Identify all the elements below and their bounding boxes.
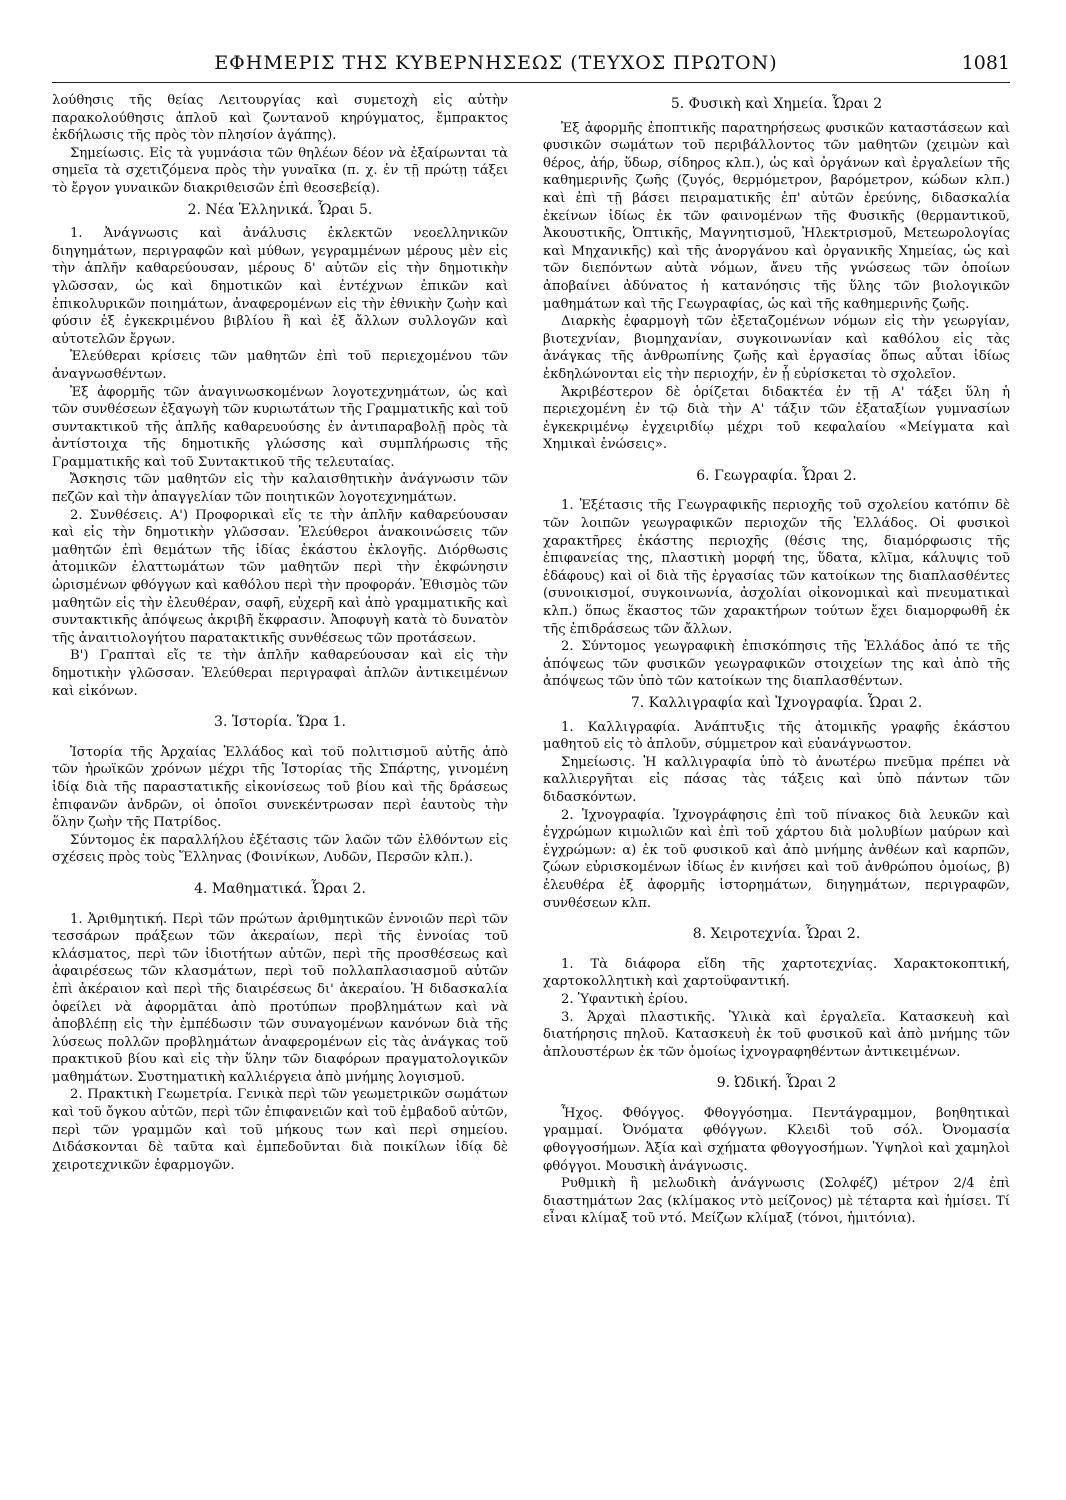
paragraph: 2. Ὑφαντικὴ ἐρίου.: [561, 991, 689, 1007]
paragraph: 2. Σύντομος γεωγραφικὴ ἐπισκόπησις τῆς Ἑλλάδος ἀπό τε τῆς ἀπόψεως τῶν φυσικῶν γεωγραφικῶν στοιχείων της καὶ ἀπὸ τῆς ἀπόψεως τῶν ὑπὸ τῶν κατοίκων της διαπλασθέντων.: [543, 639, 1010, 690]
paragraph: 1. Καλλιγραφία. Ἀνάπτυξις τῆς ἀτομικῆς γραφῆς ἑκάστου μαθητοῦ εἰς τὸ ἁπλοῦν, σύμμετρον καὶ εὐανάγνωστον.: [543, 719, 1010, 753]
page-header: [52, 48, 1010, 83]
gazette-title: ΕΦΗΜΕΡΙΣ ΤΗΣ ΚΥΒΕΡΝΗΣΕΩΣ (ΤΕΥΧΟΣ ΠΡΩΤΟΝ): [214, 52, 778, 74]
paragraph: Σημείωσις. Ἡ καλλιγραφία ὑπὸ τὸ ἀνωτέρω πνεῦμα πρέπει νὰ καλλιεργῆται εἰς πάσας τὰς τάξεις καὶ ὑπὸ πάντων τῶν διδασκόντων.: [543, 754, 1010, 805]
paragraph: Διαρκὴς ἐφαρμογὴ τῶν ἐξεταζομένων νόμων εἰς τὴν γεωργίαν, βιοτεχνίαν, βιομηχανίαν, συγκοινωνίαν καὶ καθόλου εἰς τὰς ἀνάγκας τῆς ἀνθρωπίνης ζωῆς καὶ ἐργασίας ὅπως αὗται ἰδίως ἐκδηλώνονται εἰς τὴν περιοχήν, ἐν ᾗ εὑρίσκεται τὸ σχολεῖον.: [543, 314, 1010, 382]
paragraph: 2. Συνθέσεις. Α') Προφορικαὶ εἴς τε τὴν ἁπλῆν καθαρεύουσαν καὶ εἰς τὴν δημοτικὴν γλῶσσαν. Ἐλεύθεροι ἀνακοινώσεις τῶν μαθητῶν ἐπὶ θεμάτων τῆς ἰδίας ἑκάστου ἐκλογῆς. Διόρθωσις ἀτομικῶν ἐλαττωμάτων τῶν μαθητῶν περὶ τὴν ἐκφώνησιν ὡρισμένων φθόγγων καὶ καθόλου περὶ τὴν προφοράν. Ἐθισμὸς τῶν μαθητῶν εἰς τὴν ἐλευθέραν, σαφῆ, εὐχερῆ καὶ ἀπὸ γραμματικῆς καὶ συντακτικῆς ἀπόψεως ἀκριβῆ ἔκφρασιν. Ἀποφυγὴ κατὰ τὸ δυνατὸν τῆς ἀναιτιολογήτου παρατακτικῆς συνθέσεως τῶν προτάσεων.: [52, 507, 508, 646]
paragraph: 1. Ἀριθμητική. Περὶ τῶν πρώτων ἀριθμητικῶν ἐννοιῶν περὶ τῶν τεσσάρων πράξεων τῶν ἀκεραίων, περὶ τῆς ἐννοίας τοῦ κλάσματος, περὶ τῶν ἰδιοτήτων αὐτῶν, περὶ τῆς προσθέσεως καὶ ἀφαιρέσεως τῶν κλασμάτων, περὶ τοῦ πολλαπλασιασμοῦ αὐτῶν ἐπὶ ἀκέραιον καὶ περὶ τῆς διαιρέσεως δι' ἀκεραίου. Ἡ διδασκαλία ὀφείλει νὰ ἀφορμᾶται ἀπὸ προτύπων προβλημάτων καὶ νὰ ἀποβλέπῃ εἰς τὴν ἐμπέδωσιν τῶν συναγομένων κανόνων διὰ τῆς λύσεως πολλῶν προβλημάτων ἀναφερομένων εἰς τὰς ἀνάγκας τοῦ πρακτικοῦ βίου καὶ εἰς τὴν ὕλην τῶν διαφόρων πραγματολογικῶν μαθημάτων. Συστηματικὴ καλλιέργεια ἀπὸ μνήμης λογισμοῦ.: [52, 911, 508, 1085]
paragraph: Ἦχος. Φθόγγος. Φθογγόσημα. Πεντάγραμμον, βοηθητικαὶ γραμμαί. Ὀνόματα φθόγγων. Κλειδὶ τοῦ σόλ. Ὀνομασία φθογγοσήμων. Ἀξία καὶ σχήματα φθογγοσήμων. Ὑψηλοὶ καὶ χαμηλοὶ φθόγγοι. Μουσικὴ ἀνάγνωσις.: [543, 1105, 1010, 1174]
paragraph: Σημείωσις. Εἰς τὰ γυμνάσια τῶν θηλέων δέον νὰ ἐξαίρωνται τὰ σημεῖα τὰ σχετιζόμενα πρὸς τὴν γυναῖκα (π. χ. ἐν τῇ πρώτῃ τάξει τὸ ἔργον γυναικῶν διακριθεισῶν ἐπὶ θεοσεβείᾳ).: [52, 145, 508, 196]
section-heading-history: 3. Ἱστορία. Ὥρα 1.: [214, 714, 346, 731]
right-column: [543, 92, 1010, 1228]
paragraph: Ἐξ ἀφορμῆς τῶν ἀναγινωσκομένων λογοτεχνημάτων, ὡς καὶ τῶν συνθέσεων ἐξαγωγὴ τῶν κυριωτάτων τῆς Γραμματικῆς καὶ τοῦ συντακτικοῦ τῆς ἁπλῆς καθαρευούσης ἐν ἀντιπαραβολῇ πρὸς τὰ ἀντίστοιχα τῆς δημοτικῆς γλώσσης καὶ συμπλήρωσις τῆς Γραμματικῆς καὶ τοῦ Συντακτικοῦ τῆς τελευταίας.: [52, 384, 508, 470]
paragraph: Β') Γραπταὶ εἴς τε τὴν ἁπλῆν καθαρεύουσαν καὶ εἰς τὴν δημοτικὴν γλῶσσαν. Ἐλεύθεραι περιγραφαὶ ἁπλῶν ἀντικειμένων καὶ εἰκόνων.: [52, 648, 508, 699]
paragraph: Ἐλεύθεραι κρίσεις τῶν μαθητῶν ἐπὶ τοῦ περιεχομένου τῶν ἀναγνωσθέντων.: [52, 349, 508, 382]
paragraph: 1. Ἀνάγνωσις καὶ ἀνάλυσις ἐκλεκτῶν νεοελληνικῶν διηγημάτων, περιγραφῶν καὶ μύθων, γεγραμμένων μέρους μὲν εἰς τὴν ἁπλῆν καθαρεύουσαν, μέρους δ' αὐτῶν εἰς τὴν δημοτικὴν γλῶσσαν, ὡς καὶ δημοτικῶν καὶ ἐντέχνων ἐπικῶν καὶ ἐπικολυρικῶν ποιημάτων, ἀναφερομένων εἰς τὴν ἐθνικὴν ζωὴν καὶ φύσιν ἐξ ἐγκεκριμένου βιβλίου ἢ καὶ ἐξ ἄλλων συλλογῶν καὶ αὐτοτελῶν ἔργων.: [52, 226, 508, 347]
paragraph: 1. Ἐξέτασις τῆς Γεωγραφικῆς περιοχῆς τοῦ σχολείου κατόπιν δὲ τῶν λοιπῶν γεωγραφικῶν περιοχῶν τῆς Ἑλλάδος. Οἱ φυσικοὶ χαρακτῆρες ἑκάστης περιοχῆς (θέσις της, διαμόρφωσις τῆς ἐπιφανείας της, πλαστικὴ μορφή της, ὕδατα, κλῖμα, κάλυψις τοῦ ἐδάφους) καὶ οἱ διὰ τῆς ἐργασίας τῶν κατοίκων της διαπλασθέντες (συνοικισμοί, συγκοινωνία, ἀσχολίαι οἰκονομικαὶ καὶ πνευματικαὶ κλπ.) ὅπως ἕκαστος τῶν χαρακτήρων τούτων ἔχει διαμορφωθῆ ἐκ τῆς ἐπιδράσεως τῶν ἄλλων.: [543, 498, 1010, 637]
section-heading-calligraphy-drawing: 7. Καλλιγραφία καὶ Ἰχνογραφία. Ὧραι 2.: [630, 695, 923, 711]
section-heading-physics-chemistry: 5. Φυσικὴ καὶ Χημεία. Ὧραι 2: [670, 96, 883, 112]
paragraph: 2. Ἰχνογραφία. Ἰχνογράφησις ἐπὶ τοῦ πίνακος διὰ λευκῶν καὶ ἐγχρώμων κιμωλιῶν καὶ ἐπὶ τοῦ χάρτου διὰ μολυβίων μαύρων καὶ ἐγχρώμων: α) ἐκ τοῦ φυσικοῦ καὶ ἀπὸ μνήμης ἀνθέων καὶ καρπῶν, ζώων εὑρισκομένων ἰδίως ἐν κινήσει καὶ τοῦ ἀνθρώπου ὁμοίως, β) ἐλευθέρα ἐξ ἀφορμῆς ἱστορημάτων, διηγημάτων, περιγραφῶν, συνθέσεων κλπ.: [543, 807, 1010, 911]
section-heading-geography: 6. Γεωγραφία. Ὧραι 2.: [696, 467, 857, 484]
section-heading-modern-greek: 2. Νέα Ἑλληνικά. Ὧραι 5.: [187, 201, 373, 218]
paragraph: Ρυθμικὴ ἢ μελωδικὴ ἀνάγνωσις (Σολφέζ) μέτρον 2/4 ἐπὶ διαστημάτων 2ας (κλίμακος ντὸ μείζονος) μὲ τέταρτα καὶ ἡμίσει. Τί εἶναι κλίμαξ τοῦ ντό. Μείζων κλίμαξ (τόνοι, ἡμιτόνια).: [543, 1176, 1010, 1227]
paragraph: λούθησις τῆς θείας Λειτουργίας καὶ συμετοχὴ εἰς αὐτὴν παρακολούθησις ἁπλοῦ καὶ ζωντανοῦ κηρύγματος, ἔμπρακτος ἐκδήλωσις τῆς πρὸς τὸν πλησίον ἀγάπης).: [52, 93, 508, 144]
section-heading-mathematics: 4. Μαθηματικά. Ὧραι 2.: [194, 880, 366, 897]
section-heading-handicraft: 8. Χειροτεχνία. Ὧραι 2.: [692, 926, 861, 943]
paragraph: 1. Τὰ διάφορα εἴδη τῆς χαρτοτεχνίας. Χαρακτοκοπτική, χαρτοκολλητικὴ καὶ χαρτοϋφαντική.: [543, 956, 1010, 990]
page-number: 1081: [961, 52, 1010, 74]
paragraph: 3. Ἀρχαὶ πλαστικῆς. Ὑλικὰ καὶ ἐργαλεῖα. Κατασκευὴ καὶ διατήρησις πηλοῦ. Κατασκευὴ ἐκ τοῦ φυσικοῦ καὶ ἀπὸ μνήμης τῶν ἁπλουστέρων ἐκ τῶν ὁμοίως ἰχνογραφηθέντων ἀντικειμένων.: [543, 1009, 1010, 1060]
paragraph: Ἐξ ἀφορμῆς ἐποπτικῆς παρατηρήσεως φυσικῶν καταστάσεων καὶ φυσικῶν σωμάτων τοῦ περιβάλλοντος τῶν μαθητῶν (χειμὼν καὶ θέρος, ἀήρ, ὕδωρ, σίδηρος κλπ.), ὡς καὶ ὀργάνων καὶ ἐργαλείων τῆς καθημερινῆς ζωῆς (ζυγός, θερμόμετρον, βαρόμετρον, κώδων κλπ.) καὶ ἐπὶ τῇ βάσει πειραματικῆς ἐπ' αὐτῶν ἐρεύνης, διδασκαλία ἐκείνων ἰδίως ἐκ τῶν φαινομένων τῆς Φυσικῆς (θερμαντικοῦ, Ἀκουστικῆς, Ὀπτικῆς, Μαγνητισμοῦ, Ἠλεκτρισμοῦ, Μετεωρολογίας καὶ Μηχανικῆς) καὶ τῆς ἀνοργάνου καὶ ὀργανικῆς Χημείας, ὡς καὶ τῶν διεπόντων αὐτὰ νόμων, ἄνευ τῆς γνώσεως τῶν ὁποίων ἀποβαίνει ἀδύνατος ἡ κατανόησις τῆς ὕλης τῶν βιολογικῶν μαθημάτων καὶ τῆς Γεωγραφίας, ὡς καὶ τῆς καθημερινῆς ζωῆς.: [543, 120, 1010, 312]
paragraph: Ἱστορία τῆς Ἀρχαίας Ἑλλάδος καὶ τοῦ πολιτισμοῦ αὐτῆς ἀπὸ τῶν ἡρωϊκῶν χρόνων μέχρι τῆς Ἱστορίας τῆς Σπάρτης, γινομένη ἰδίᾳ διὰ τῆς παραστατικῆς εἰκονίσεως τοῦ βίου καὶ τῆς δράσεως ἐπιφανῶν ἀνδρῶν, οἱ ὁποῖοι συνεκέντρωσαν περὶ ἑαυτοὺς τὴν ὅλην ζωὴν τῆς Πατρίδος.: [52, 744, 508, 831]
paragraph: Ἄσκησις τῶν μαθητῶν εἰς τὴν καλαισθητικὴν ἀνάγνωσιν τῶν πεζῶν καὶ τὴν ἀπαγγελίαν τῶν ποιητικῶν λογοτεχνημάτων.: [52, 472, 508, 506]
paragraph: Ἀκριβέστερον δὲ ὁρίζεται διδακτέα ἐν τῇ Α' τάξει ὕλη ἡ περιεχομένη ἐν τῷ διὰ τὴν Α' τάξιν τῶν ἑξαταξίων γυμνασίων ἐγκεκριμένῳ ἐγχειριδίῳ μέχρι τοῦ κεφαλαίου «Μείγματα καὶ Χημικαὶ ἑνώσεις».: [543, 384, 1010, 453]
left-column: [52, 92, 508, 1174]
section-heading-music: 9. Ὠδική. Ὧραι 2: [716, 1075, 837, 1092]
paragraph: Σύντομος ἐκ παραλλήλου ἐξέτασις τῶν λαῶν τῶν ἐλθόντων εἰς σχέσεις πρὸς τοὺς Ἕλληνας (Φοινίκων, Λυδῶν, Περσῶν κλπ.).: [52, 832, 508, 866]
paragraph: 2. Πρακτικὴ Γεωμετρία. Γενικὰ περὶ τῶν γεωμετρικῶν σωμάτων καὶ τοῦ ὄγκου αὐτῶν, περὶ τῶν ἐπιφανειῶν καὶ τοῦ ἐμβαδοῦ αὐτῶν, περὶ τῶν γραμμῶν καὶ τοῦ μήκους των καὶ περὶ σημείου. Διδάσκονται δὲ ταῦτα καὶ ἐμπεδοῦνται διὰ ποικίλων ἰδίᾳ δὲ χειροτεχνικῶν ἐφαρμογῶν.: [52, 1087, 508, 1173]
